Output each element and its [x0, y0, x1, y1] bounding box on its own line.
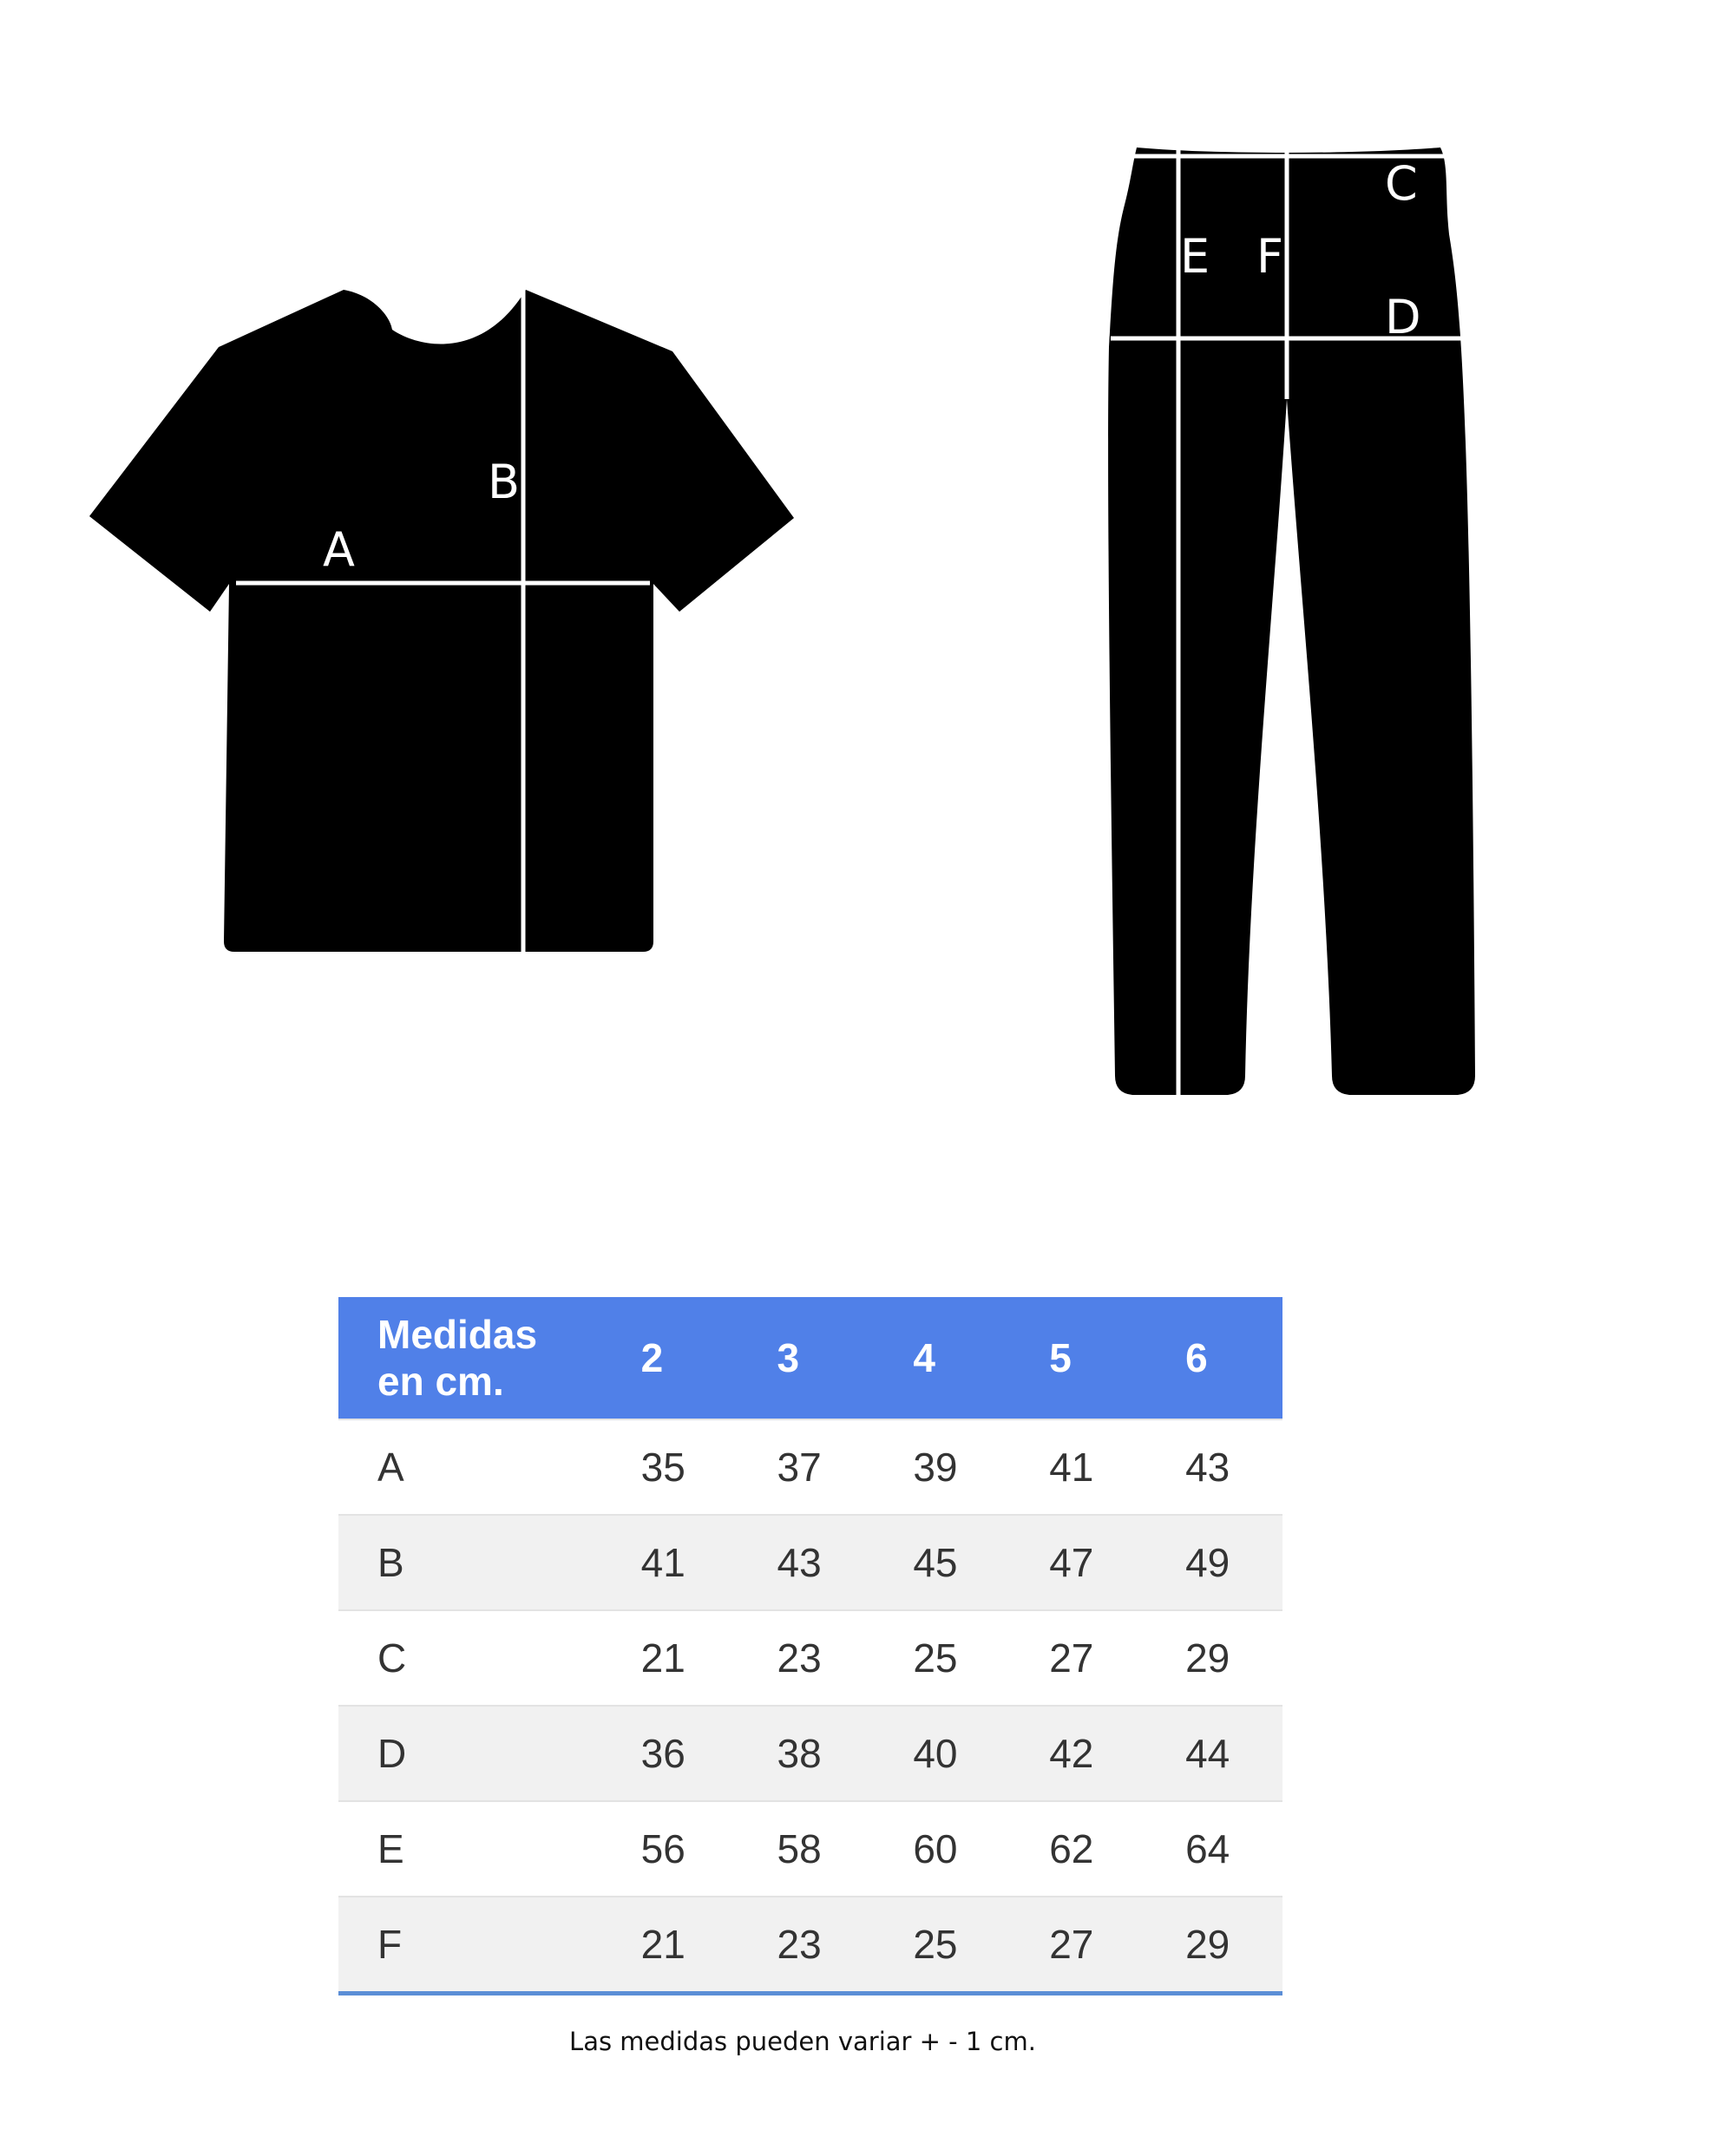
label-a: A	[323, 522, 355, 577]
measures-header-line1: Medidas	[377, 1312, 538, 1357]
row-label: D	[338, 1706, 602, 1801]
row-label: F	[338, 1897, 602, 1994]
row-label: C	[338, 1610, 602, 1706]
table-cell: 44	[1146, 1706, 1282, 1801]
table-cell: 25	[874, 1897, 1010, 1994]
size-header-row	[338, 1297, 1282, 1419]
pants-diagram	[1108, 147, 1475, 1095]
table-cell: 39	[874, 1419, 1010, 1515]
size-header: 3	[738, 1297, 874, 1419]
tolerance-note: Las medidas pueden variar + - 1 cm.	[569, 2027, 1036, 2056]
table-cell: 38	[738, 1706, 874, 1801]
table-row	[338, 1897, 1282, 1994]
size-header: 6	[1146, 1297, 1282, 1419]
table-cell: 23	[738, 1897, 874, 1994]
tshirt-silhouette	[89, 290, 794, 952]
table-cell: 25	[874, 1610, 1010, 1706]
measures-header-line2: en cm.	[377, 1359, 504, 1404]
table-cell: 36	[602, 1706, 738, 1801]
table-cell: 43	[738, 1515, 874, 1610]
label-c: C	[1385, 156, 1418, 211]
measures-header	[338, 1297, 602, 1419]
table-row	[338, 1419, 1282, 1515]
table-cell: 45	[874, 1515, 1010, 1610]
label-b: B	[488, 455, 521, 509]
table-row	[338, 1515, 1282, 1610]
table-cell: 64	[1146, 1801, 1282, 1897]
table-cell: 21	[602, 1610, 738, 1706]
table-cell: 47	[1010, 1515, 1146, 1610]
size-header: 2	[602, 1297, 738, 1419]
table-cell: 60	[874, 1801, 1010, 1897]
table-cell: 41	[602, 1515, 738, 1610]
label-e: E	[1180, 229, 1210, 284]
table-cell: 42	[1010, 1706, 1146, 1801]
table-cell: 43	[1146, 1419, 1282, 1515]
row-label: A	[338, 1419, 602, 1515]
table-cell: 35	[602, 1419, 738, 1515]
table-cell: 27	[1010, 1610, 1146, 1706]
table-cell: 58	[738, 1801, 874, 1897]
table-cell: 37	[738, 1419, 874, 1515]
table-row	[338, 1610, 1282, 1706]
table-cell: 29	[1146, 1610, 1282, 1706]
table-cell: 41	[1010, 1419, 1146, 1515]
table-cell: 27	[1010, 1897, 1146, 1994]
size-header: 5	[1010, 1297, 1146, 1419]
table-cell: 49	[1146, 1515, 1282, 1610]
table-cell: 40	[874, 1706, 1010, 1801]
table-row	[338, 1706, 1282, 1801]
size-table	[338, 1297, 1282, 1995]
row-label: E	[338, 1801, 602, 1897]
table-cell: 56	[602, 1801, 738, 1897]
table-row	[338, 1801, 1282, 1897]
size-header: 4	[874, 1297, 1010, 1419]
label-d: D	[1385, 290, 1421, 344]
tshirt-diagram	[89, 290, 794, 952]
table-cell: 62	[1010, 1801, 1146, 1897]
table-cell: 29	[1146, 1897, 1282, 1994]
table-cell: 23	[738, 1610, 874, 1706]
row-label: B	[338, 1515, 602, 1610]
label-f: F	[1256, 229, 1284, 284]
table-cell: 21	[602, 1897, 738, 1994]
